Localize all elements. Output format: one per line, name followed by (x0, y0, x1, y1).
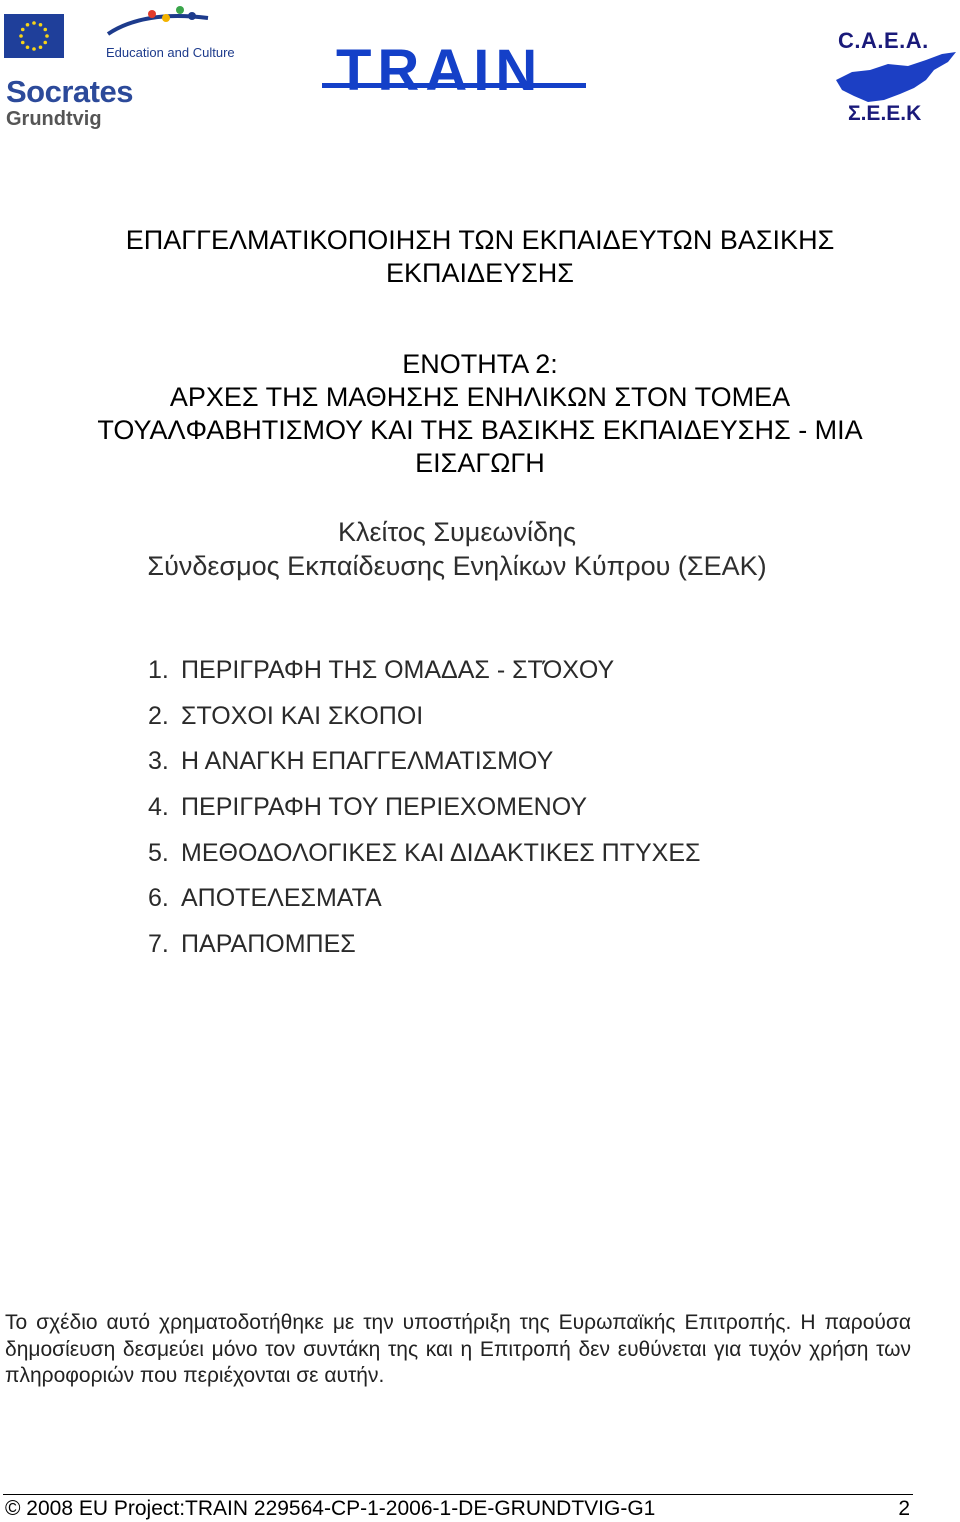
eu-star-icon (21, 28, 25, 32)
eu-star-icon (32, 21, 36, 25)
caea-seek-logo (830, 26, 960, 130)
seek-text: Σ.Ε.Ε.Κ (848, 102, 922, 125)
toc-item (148, 739, 700, 785)
education-culture-logo-icon (104, 4, 214, 44)
toc-item-number: 1. (148, 656, 169, 684)
header (0, 0, 960, 160)
toc-item (148, 785, 700, 831)
toc-item (148, 648, 700, 694)
unit-title-line: ΕΙΣΑΓΩΓΗ (415, 448, 545, 478)
train-logo (322, 40, 586, 102)
main-title-line: ΕΚΠΑΙΔΕΥΣΗΣ (386, 258, 574, 288)
toc-item (148, 876, 700, 922)
page-number: 2 (898, 1497, 910, 1520)
eu-star-icon (26, 23, 30, 27)
eu-star-icon (43, 28, 47, 32)
author-block (0, 515, 914, 583)
toc-item-label: Η ΑΝΑΓΚΗ ΕΠΑΓΓΕΛΜΑΤΙΣΜΟΥ (181, 747, 554, 776)
footer-project-text: © 2008 EU Project:TRAIN 229564-CP-1-2006-1-DE-GRUNDTVIG-G1 (5, 1497, 656, 1520)
toc-item-label: ΜΕΘΟΔΟΛΟΓΙΚΕΣ ΚΑΙ ΔΙΔΑΚΤΙΚΕΣ ΠΤΥΧΕΣ (181, 838, 701, 867)
eu-star-icon (43, 41, 47, 45)
toc-item-number: 7. (148, 930, 169, 959)
toc-item-number: 3. (148, 747, 169, 776)
toc-item-number: 6. (148, 884, 169, 913)
main-title (0, 224, 960, 290)
eu-star-icon (21, 41, 25, 45)
education-culture-text: Education and Culture (106, 45, 235, 60)
eu-star-icon (32, 47, 36, 51)
footer-divider (3, 1494, 913, 1495)
cyprus-map-icon (830, 50, 960, 108)
socrates-grundtvig-logo (0, 0, 240, 150)
unit-title-line: ΤΟΥΑΛΦΑΒΗΤΙΣΜΟΥ ΚΑΙ ΤΗΣ ΒΑΣΙΚΗΣ ΕΚΠΑΙΔΕΥΣΗΣ - ΜΙΑ (97, 415, 863, 445)
eu-star-icon (19, 34, 23, 38)
eu-star-icon (39, 23, 43, 27)
caea-text: C.A.E.A. (838, 28, 929, 53)
toc-item (148, 694, 700, 740)
toc-item-label: ΣΤΟΧΟΙ ΚΑΙ ΣΚΟΠΟΙ (181, 701, 424, 730)
toc-item-label: ΠΕΡΙΓΡΑΦΗ ΤΗΣ ΟΜΑΔΑΣ - ΣΤΌΧΟΥ (181, 656, 615, 684)
toc-item-number: 2. (148, 701, 169, 730)
funding-disclaimer: Το σχέδιο αυτό χρηματοδοτήθηκε με την υποστήριξη της Ευρωπαϊκής Επιτροπής. Η παρούσα δημοσίευση δεσμεύει μόνο τον συντάκη της και η Επιτροπή δεν ευθύνεται για τυχόν χρήση των πληροφοριών που περιέχονται σε αυτήν. (5, 1311, 911, 1387)
eu-star-icon (45, 34, 49, 38)
toc-item-number: 5. (148, 838, 169, 867)
eu-flag-icon (4, 14, 64, 58)
author-organization: Σύνδεσμος Εκπαίδευσης Ενηλίκων Κύπρου (ΣΕΑΚ) (147, 551, 767, 581)
author-name: Κλείτος Συμεωνίδης (337, 517, 577, 547)
eu-star-icon (26, 45, 30, 49)
main-title-line: ΕΠΑΓΓΕΛΜΑΤΙΚΟΠΟΙΗΣΗ ΤΩΝ ΕΚΠΑΙΔΕΥΤΩΝ ΒΑΣΙΚΗΣ (125, 225, 835, 255)
toc-item-label: ΠΕΡΙΓΡΑΦΗ ΤΟΥ ΠΕΡΙΕΧΟΜΕΝΟΥ (181, 793, 588, 822)
toc-item-label: ΠΑΡΑΠΟΜΠΕΣ (181, 930, 356, 959)
eu-star-icon (39, 45, 43, 49)
socrates-text: Socrates (6, 74, 133, 109)
table-of-contents (148, 648, 700, 968)
toc-item (148, 922, 700, 968)
grundtvig-text: Grundtvig (6, 108, 102, 130)
unit-title-line: ΑΡΧΕΣ ΤΗΣ ΜΑΘΗΣΗΣ ΕΝΗΛΙΚΩΝ ΣΤΟΝ ΤΟΜΕΑ (169, 382, 791, 412)
unit-label: ΕΝΟΤΗΤΑ 2: (402, 349, 558, 379)
unit-title (0, 348, 960, 480)
train-logo-text: TRAIN (336, 38, 544, 103)
toc-item-label: ΑΠΟΤΕΛΕΣΜΑΤΑ (181, 884, 382, 913)
toc-item (148, 831, 700, 877)
toc-item-number: 4. (148, 793, 169, 822)
